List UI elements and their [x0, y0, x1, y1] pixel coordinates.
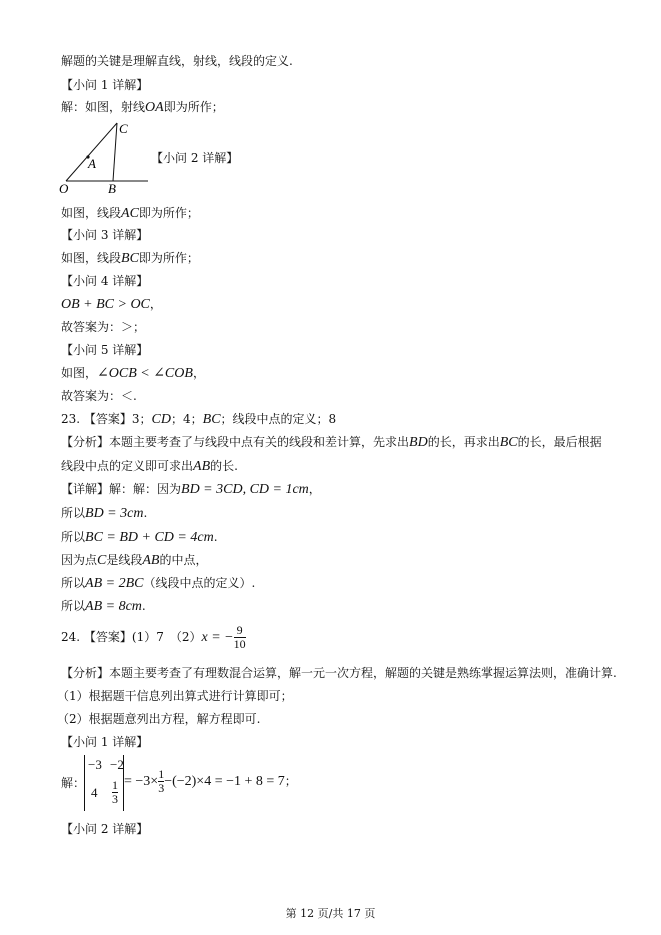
det-a21: 4 [91, 785, 98, 800]
section-heading: 【小问 5 详解】 [61, 343, 149, 357]
text-line: 故答案为：＜. [61, 389, 137, 403]
solution-line: 因为点C是线段AB的中点， [61, 553, 208, 568]
text-line: 线段中点的定义即可求出AB的长. [61, 459, 238, 474]
answer-line: 24. 【答案】(1）7 （2）x = − $\frac{9}{10}$ [61, 623, 246, 651]
label-o: O [59, 181, 69, 196]
text-line: （1）根据题干信息列出算式进行计算即可； [57, 689, 293, 703]
answer-line: 23. 【答案】3；CD；4；BC；线段中点的定义；8 [61, 412, 337, 427]
ray-oa [66, 123, 117, 181]
geometry-figure [56, 118, 166, 198]
section-heading: 【小问 1 详解】 [61, 735, 149, 749]
solution-line: 所以AB = 8cm. [61, 599, 146, 614]
label-c: C [119, 121, 128, 136]
page-footer: 第 12 页/共 17 页 [285, 907, 376, 920]
analysis-line: 【分析】本题主要考查了与线段中点有关的线段和差计算，先求出BD的长，再求出BC的长，最后根据 [61, 435, 602, 450]
determinant [84, 755, 124, 811]
text-line: 如图，线段BC即为所作； [61, 251, 199, 266]
math-line: = −3× $\frac{1}{3}$ −(−2)×4 = −1 + 8 = 7； [124, 767, 297, 795]
det-a12: −2 [110, 757, 124, 772]
fraction: $\frac{9}{10}$ [233, 623, 246, 651]
analysis-line: 【分析】本题主要考查了有理数混合运算，解一元一次方程，解题的关键是熟练掌握运算法则，准确计算. [61, 666, 617, 680]
label-a: A [88, 156, 96, 171]
text-line: 如图，线段AC即为所作； [61, 206, 199, 221]
text-line: 解：如图，射线OA即为所作； [61, 100, 224, 115]
section-heading: 【小问 2 详解】 [151, 151, 239, 165]
solution-line: 所以BD = 3cm. [61, 506, 148, 521]
section-heading: 【小问 1 详解】 [61, 78, 149, 92]
section-heading: 【小问 2 详解】 [61, 822, 149, 836]
text-line: 故答案为：＞； [61, 320, 146, 334]
math-line: OB + BC > OC， [61, 297, 162, 312]
text-line: 解题的关键是理解直线，射线，线段的定义. [61, 54, 293, 68]
solution-line: 【详解】解：解：因为BD = 3CD, CD = 1cm， [61, 482, 321, 497]
det-a11: −3 [88, 757, 102, 772]
segment-bc [113, 123, 117, 181]
section-heading: 【小问 3 详解】 [61, 228, 149, 242]
text-line: （2）根据题意列出方程，解方程即可. [57, 712, 261, 726]
section-heading: 【小问 4 详解】 [61, 274, 149, 288]
text-line: 解： [61, 776, 86, 790]
fraction: $\frac{1}{3}$ [158, 767, 165, 795]
solution-line: 所以BC = BD + CD = 4cm. [61, 530, 218, 545]
label-b: B [108, 181, 116, 196]
text-line: 如图，∠OCB < ∠COB， [61, 366, 205, 381]
det-a22: 1 3 [112, 778, 118, 806]
solution-line: 所以AB = 2BC（线段中点的定义）. [61, 576, 256, 591]
